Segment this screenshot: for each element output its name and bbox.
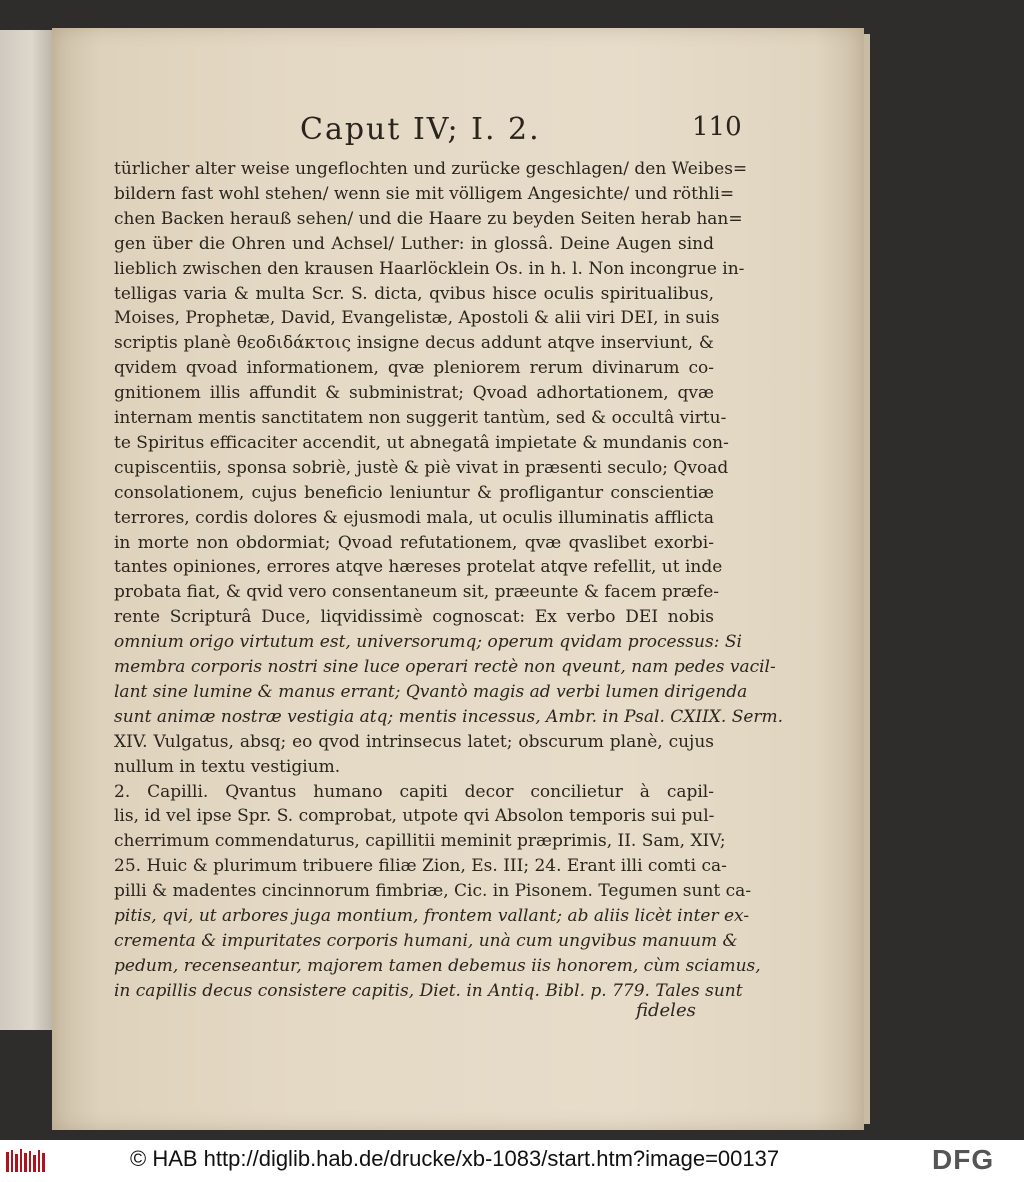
text-line: terrores, cordis dolores & ejusmodi mala, ut oculis illuminatis afflicta	[114, 508, 714, 528]
text-line: scriptis planè θεοδιδάκτοις insigne decus addunt atqve inserviunt, &	[114, 333, 714, 353]
text-line: probata fiat, & qvid vero consentaneum sit, præeunte & facem præfe-	[114, 582, 720, 602]
text-line: bildern fast wohl stehen/ wenn sie mit völligem Angesichte/ und röthli=	[114, 184, 735, 204]
text-line: lis, id vel ipse Spr. S. comprobat, utpote qvi Absolon temporis sui pul-	[114, 806, 715, 826]
text-line: türlicher alter weise ungeflochten und zurücke geschlagen/ den Weibes=	[114, 159, 748, 179]
text-line: internam mentis sanctitatem non suggerit tantùm, sed & occultâ virtu-	[114, 408, 727, 428]
text-line: in morte non obdormiat; Qvoad refutationem, qvæ qvaslibet exorbi-	[114, 533, 714, 553]
text-line: in capillis decus consistere capitis, Diet. in Antiq. Bibl. p. 779. Tales sunt	[114, 981, 743, 1001]
text-block	[114, 157, 784, 1027]
page-number: 110	[692, 112, 742, 142]
dfg-logo: DFG	[932, 1144, 995, 1175]
text-line: chen Backen herauß sehen/ und die Haare zu beyden Seiten herab han=	[114, 209, 743, 229]
text-line: sunt animæ nostræ vestigia atq; mentis incessus, Ambr. in Psal. CXIIX. Serm.	[114, 707, 784, 727]
text-line: 25. Huic & plurimum tribuere filiæ Zion, Es. III; 24. Erant illi comti ca-	[114, 856, 727, 876]
text-line: pilli & madentes cincinnorum fimbriæ, Cic. in Pisonem. Tegumen sunt ca-	[114, 881, 752, 901]
text-line: consolationem, cujus beneficio leniuntur & profligantur conscientiæ	[114, 483, 714, 503]
text-line: Moises, Prophetæ, David, Evangelistæ, Apostoli & alii viri DEI, in suis	[114, 308, 720, 328]
footer-bar	[0, 1140, 1024, 1182]
catchword: fideles	[636, 1000, 696, 1021]
hab-logo-icon	[6, 1148, 46, 1174]
footer-copyright-link[interactable]: © HAB http://diglib.hab.de/drucke/xb-1083/start.htm?image=00137	[130, 1146, 780, 1171]
running-title: Caput IV; I. 2.	[300, 112, 541, 147]
page-edge	[864, 34, 870, 1124]
previous-page-edge	[0, 30, 52, 1030]
text-line: XIV. Vulgatus, absq; eo qvod intrinsecus latet; obscurum planè, cujus	[114, 732, 714, 752]
text-line: cherrimum commendaturus, capillitii meminit præprimis, II. Sam, XIV;	[114, 831, 726, 851]
text-line: telligas varia & multa Scr. S. dicta, qvibus hisce oculis spiritualibus,	[114, 284, 714, 304]
text-line: lant sine lumine & manus errant; Qvantò magis ad verbi lumen dirigenda	[114, 682, 748, 702]
text-line: membra corporis nostri sine luce operari rectè non qveunt, nam pedes vacil-	[114, 657, 776, 677]
text-line: pitis, qvi, ut arbores juga montium, frontem vallant; ab aliis licèt inter ex-	[114, 906, 750, 926]
text-line: gnitionem illis affundit & subministrat; Qvoad adhortationem, qvæ	[114, 383, 714, 403]
text-line: gen über die Ohren und Achsel/ Luther: in glossâ. Deine Augen sind	[114, 234, 714, 254]
text-line: cupiscentiis, sponsa sobriè, justè & piè vivat in præsenti seculo; Qvoad	[114, 458, 729, 478]
text-line: omnium origo virtutum est, universorumq; operum qvidam processus: Si	[114, 632, 742, 652]
running-head	[300, 112, 740, 152]
text-line: rente Scripturâ Duce, liqvidissimè cognoscat: Ex verbo DEI nobis	[114, 607, 714, 627]
text-line: 2. Capilli. Qvantus humano capiti decor concilietur à capil-	[114, 782, 714, 802]
text-line: te Spiritus efficaciter accendit, ut abnegatâ impietate & mundanis con-	[114, 433, 729, 453]
text-line: nullum in textu vestigium.	[114, 757, 341, 777]
text-line: pedum, recenseantur, majorem tamen debemus iis honorem, cùm sciamus,	[114, 956, 761, 976]
text-line: tantes opiniones, errores atqve hæreses protelat atqve refellit, ut inde	[114, 557, 723, 577]
text-line: lieblich zwischen den krausen Haarlöcklein Os. in h. l. Non incongrue in-	[114, 259, 745, 279]
text-line: crementa & impuritates corporis humani, unà cum ungvibus manuum &	[114, 931, 738, 951]
text-line: qvidem qvoad informationem, qvæ pleniorem rerum divinarum co-	[114, 358, 714, 378]
